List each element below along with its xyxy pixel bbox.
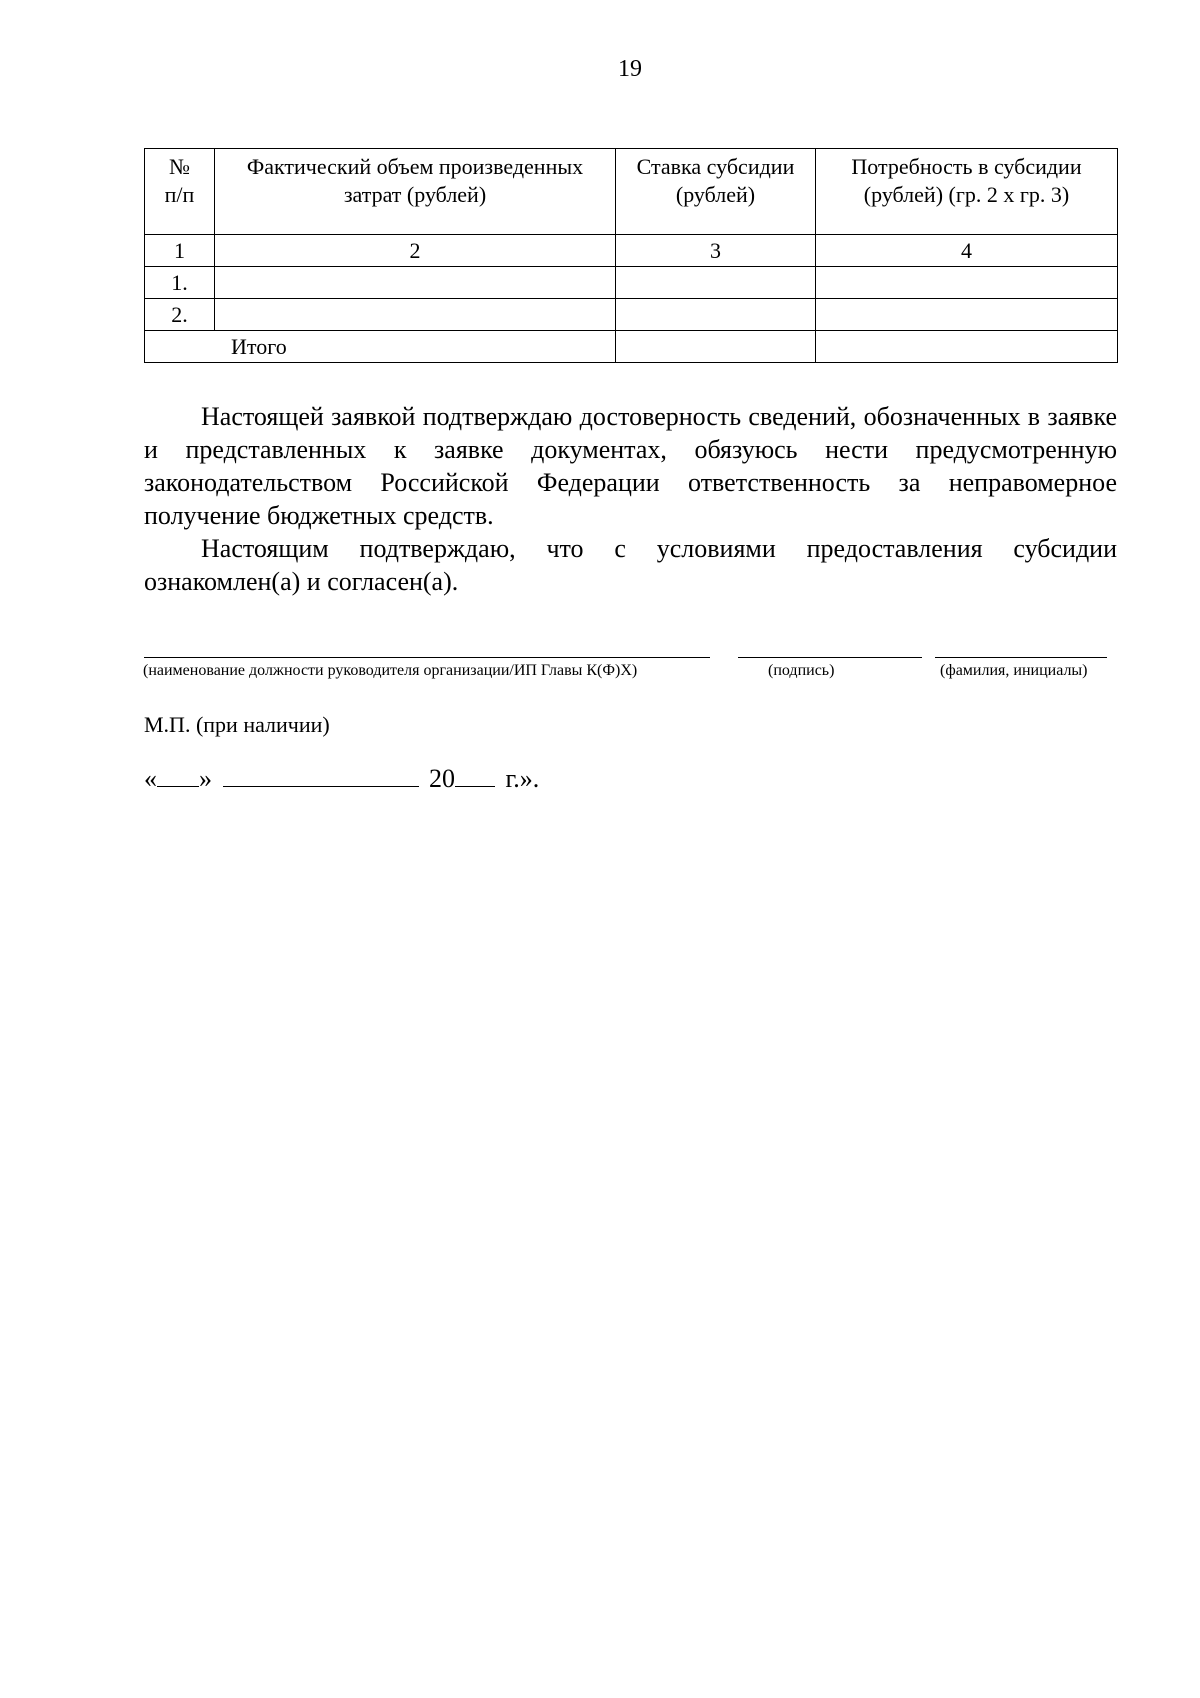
total-row bbox=[145, 331, 1118, 363]
year-prefix: 20 bbox=[429, 764, 455, 793]
consent-paragraph: Настоящим подтверждаю, что с условиями предоставления субсидии ознакомлен(а) и согласен(а). bbox=[144, 534, 1117, 596]
date-close-quote: » bbox=[199, 764, 212, 793]
table-row bbox=[145, 299, 1118, 331]
column-number: 4 bbox=[816, 235, 1118, 267]
position-caption: (наименование должности руководителя организации/ИП Главы К(Ф)Х) bbox=[143, 662, 638, 679]
name-caption: (фамилия, инициалы) bbox=[940, 662, 1088, 679]
subsidy-table bbox=[144, 148, 1118, 363]
declaration-text bbox=[144, 400, 1117, 598]
day-blank[interactable] bbox=[157, 760, 199, 787]
column-number: 2 bbox=[215, 235, 616, 267]
header-number: № п/п bbox=[145, 149, 215, 235]
column-number: 1 bbox=[145, 235, 215, 267]
rate-cell[interactable] bbox=[616, 299, 816, 331]
header-subsidy-need: Потребность в субсидии (рублей) (гр. 2 х гр. 3) bbox=[816, 149, 1118, 235]
column-number: 3 bbox=[616, 235, 816, 267]
header-actual-costs: Фактический объем произведенных затрат (рублей) bbox=[215, 149, 616, 235]
position-line bbox=[144, 657, 710, 658]
cost-cell[interactable] bbox=[215, 299, 616, 331]
total-rate-cell[interactable] bbox=[616, 331, 816, 363]
rate-cell[interactable] bbox=[616, 267, 816, 299]
date-suffix: г.». bbox=[505, 764, 540, 793]
declaration-paragraph: Настоящей заявкой подтверждаю достоверность сведений, обозначенных в заявке и представленных к заявке документах, обязуюсь нести предусмотренную законодательством Российской Федерации ответственность за неправомерное получение бюджетных средств. bbox=[144, 402, 1117, 530]
row-number: 2. bbox=[145, 299, 215, 331]
date-open-quote: « bbox=[144, 764, 157, 793]
name-line bbox=[935, 657, 1107, 658]
year-blank[interactable] bbox=[455, 760, 495, 787]
column-numbers-row bbox=[145, 235, 1118, 267]
table-header-row bbox=[145, 149, 1118, 235]
table-row bbox=[145, 267, 1118, 299]
signature-line bbox=[738, 657, 922, 658]
cost-cell[interactable] bbox=[215, 267, 616, 299]
header-subsidy-rate: Ставка субсидии (рублей) bbox=[616, 149, 816, 235]
stamp-note: М.П. (при наличии) bbox=[144, 712, 330, 737]
signature-caption: (подпись) bbox=[768, 662, 835, 679]
row-number: 1. bbox=[145, 267, 215, 299]
date-line bbox=[144, 760, 539, 794]
month-blank[interactable] bbox=[223, 760, 419, 787]
total-label: Итого bbox=[145, 331, 616, 363]
need-cell[interactable] bbox=[816, 267, 1118, 299]
page-number: 19 bbox=[618, 56, 642, 82]
need-cell[interactable] bbox=[816, 299, 1118, 331]
total-need-cell[interactable] bbox=[816, 331, 1118, 363]
